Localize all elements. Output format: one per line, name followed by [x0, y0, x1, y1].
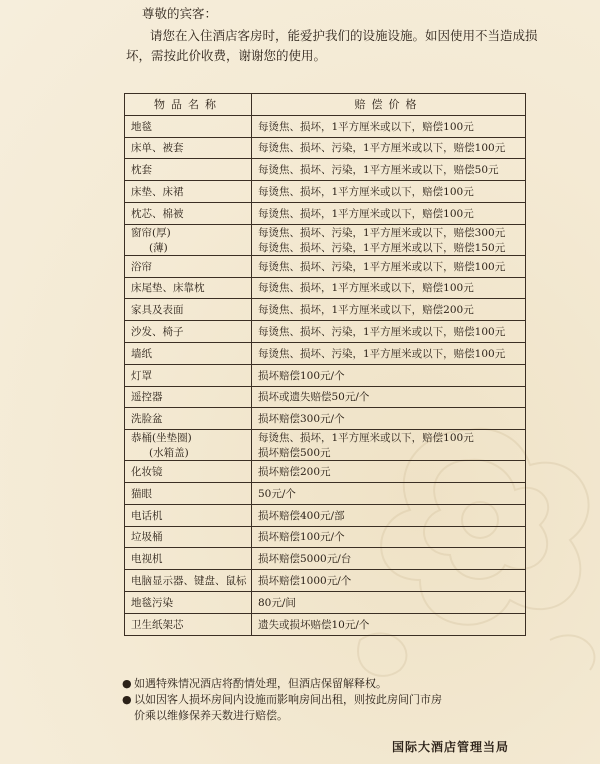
item-cell: 电视机 [125, 548, 252, 570]
price-cell: 每烫焦、损坏，1平方厘米或以下，赔偿100元 [252, 181, 526, 203]
table-row [125, 570, 526, 592]
price-cell: 损坏赔偿300元/个 [252, 408, 526, 430]
table-row [125, 255, 526, 277]
table-row [125, 299, 526, 321]
price-cell: 每烫焦、损坏、污染，1平方厘米或以下，赔偿100元 [252, 321, 526, 343]
price-cell: 每烫焦、损坏，1平方厘米或以下，赔偿200元 [252, 299, 526, 321]
table-row [125, 202, 526, 224]
price-cell: 每烫焦、损坏，1平方厘米或以下，赔偿100元 [252, 115, 526, 137]
item-cell: 电话机 [125, 504, 252, 526]
table-row [125, 591, 526, 613]
column-header-price: 赔偿价格 [252, 94, 526, 116]
price-cell: 损坏赔偿1000元/个 [252, 570, 526, 592]
item-cell: 地毯污染 [125, 591, 252, 613]
price-cell: 每烫焦、损坏，1平方厘米或以下，赔偿100元 [252, 202, 526, 224]
table-row [125, 277, 526, 299]
bullet-icon: ● [122, 677, 132, 690]
table-row [125, 181, 526, 203]
table-row [125, 115, 526, 137]
price-cell: 80元/间 [252, 591, 526, 613]
item-cell: 枕套 [125, 159, 252, 181]
price-line: 每烫焦、损坏、污染，1平方厘米或以下，赔偿150元 [258, 241, 506, 254]
price-cell: 损坏赔偿100元/个 [252, 526, 526, 548]
note-continuation: 价乘以维修保养天数进行赔偿。 [134, 709, 288, 722]
item-cell: 电脑显示器、键盘、鼠标 [125, 570, 252, 592]
item-cell: 化妆镜 [125, 461, 252, 483]
greeting: 尊敬的宾客： [142, 6, 218, 21]
table-row [125, 386, 526, 408]
table-row [125, 548, 526, 570]
item-cell: 床尾垫、床靠枕 [125, 277, 252, 299]
item-cell: 垃圾桶 [125, 526, 252, 548]
notes [122, 676, 532, 724]
table-row [125, 613, 526, 635]
note-item [122, 692, 532, 724]
column-header-item: 物品名称 [125, 94, 252, 116]
table-row [125, 526, 526, 548]
item-cell: 枕芯、棉被 [125, 202, 252, 224]
table-row [125, 408, 526, 430]
compensation-table [124, 93, 526, 636]
price-cell [252, 224, 526, 255]
item-cell: 猫眼 [125, 482, 252, 504]
item-cell: 家具及表面 [125, 299, 252, 321]
price-cell: 每烫焦、损坏、污染，1平方厘米或以下，赔偿100元 [252, 342, 526, 364]
price-cell: 每烫焦、损坏、污染，1平方厘米或以下，赔偿100元 [252, 255, 526, 277]
item-cell: 卫生纸架芯 [125, 613, 252, 635]
table-row [125, 482, 526, 504]
item-line: (薄) [149, 241, 168, 254]
price-cell: 每烫焦、损坏、污染，1平方厘米或以下，赔偿100元 [252, 137, 526, 159]
table-row [125, 430, 526, 461]
table-row [125, 342, 526, 364]
intro-paragraph: 请您在入住酒店客房时，能爱护我们的设施设施。如因使用不当造成损坏，需按此价收费，谢谢您的使用。 [126, 28, 538, 63]
bullet-icon: ● [122, 693, 132, 706]
price-line: 每烫焦、损坏，1平方厘米或以下，赔偿100元 [258, 432, 474, 445]
item-cell: 灯罩 [125, 364, 252, 386]
note-item [122, 676, 532, 692]
table-row [125, 224, 526, 255]
note-text: 如遇特殊情况酒店将酌情处理，但酒店保留解释权。 [134, 677, 387, 690]
item-line: (水箱盖) [149, 447, 189, 460]
table-row [125, 461, 526, 483]
price-cell: 每烫焦、损坏、污染，1平方厘米或以下，赔偿50元 [252, 159, 526, 181]
table-header-row [125, 94, 526, 116]
item-cell: 沙发、椅子 [125, 321, 252, 343]
item-cell: 遥控器 [125, 386, 252, 408]
item-cell: 地毯 [125, 115, 252, 137]
item-cell: 床单、被套 [125, 137, 252, 159]
price-cell: 损坏赔偿5000元/台 [252, 548, 526, 570]
table-row [125, 364, 526, 386]
price-cell: 每烫焦、损坏，1平方厘米或以下，赔偿100元 [252, 277, 526, 299]
table-row [125, 504, 526, 526]
price-cell [252, 430, 526, 461]
item-line: 恭桶(坐垫圈) [131, 432, 192, 445]
price-cell: 损坏或遗失赔偿50元/个 [252, 386, 526, 408]
price-cell: 遗失或损坏赔偿10元/个 [252, 613, 526, 635]
price-cell: 50元/个 [252, 482, 526, 504]
price-cell: 损坏赔偿400元/部 [252, 504, 526, 526]
item-line: 窗帘(厚) [131, 226, 171, 239]
item-cell: 洗脸盆 [125, 408, 252, 430]
price-line: 损坏赔偿500元 [258, 447, 331, 460]
table-row [125, 137, 526, 159]
table-row [125, 321, 526, 343]
item-cell [125, 430, 252, 461]
item-cell: 浴帘 [125, 255, 252, 277]
item-cell: 墙纸 [125, 342, 252, 364]
price-cell: 损坏赔偿100元/个 [252, 364, 526, 386]
table-row [125, 159, 526, 181]
note-text: 以如因客人损坏房间内设施而影响房间出租，则按此房间门市房 [134, 693, 442, 706]
price-line: 每烫焦、损坏、污染，1平方厘米或以下，赔偿300元 [258, 226, 506, 239]
item-cell: 床垫、床裙 [125, 181, 252, 203]
item-cell [125, 224, 252, 255]
price-cell: 损坏赔偿200元 [252, 461, 526, 483]
signature: 国际大酒店管理当局 [392, 740, 510, 754]
